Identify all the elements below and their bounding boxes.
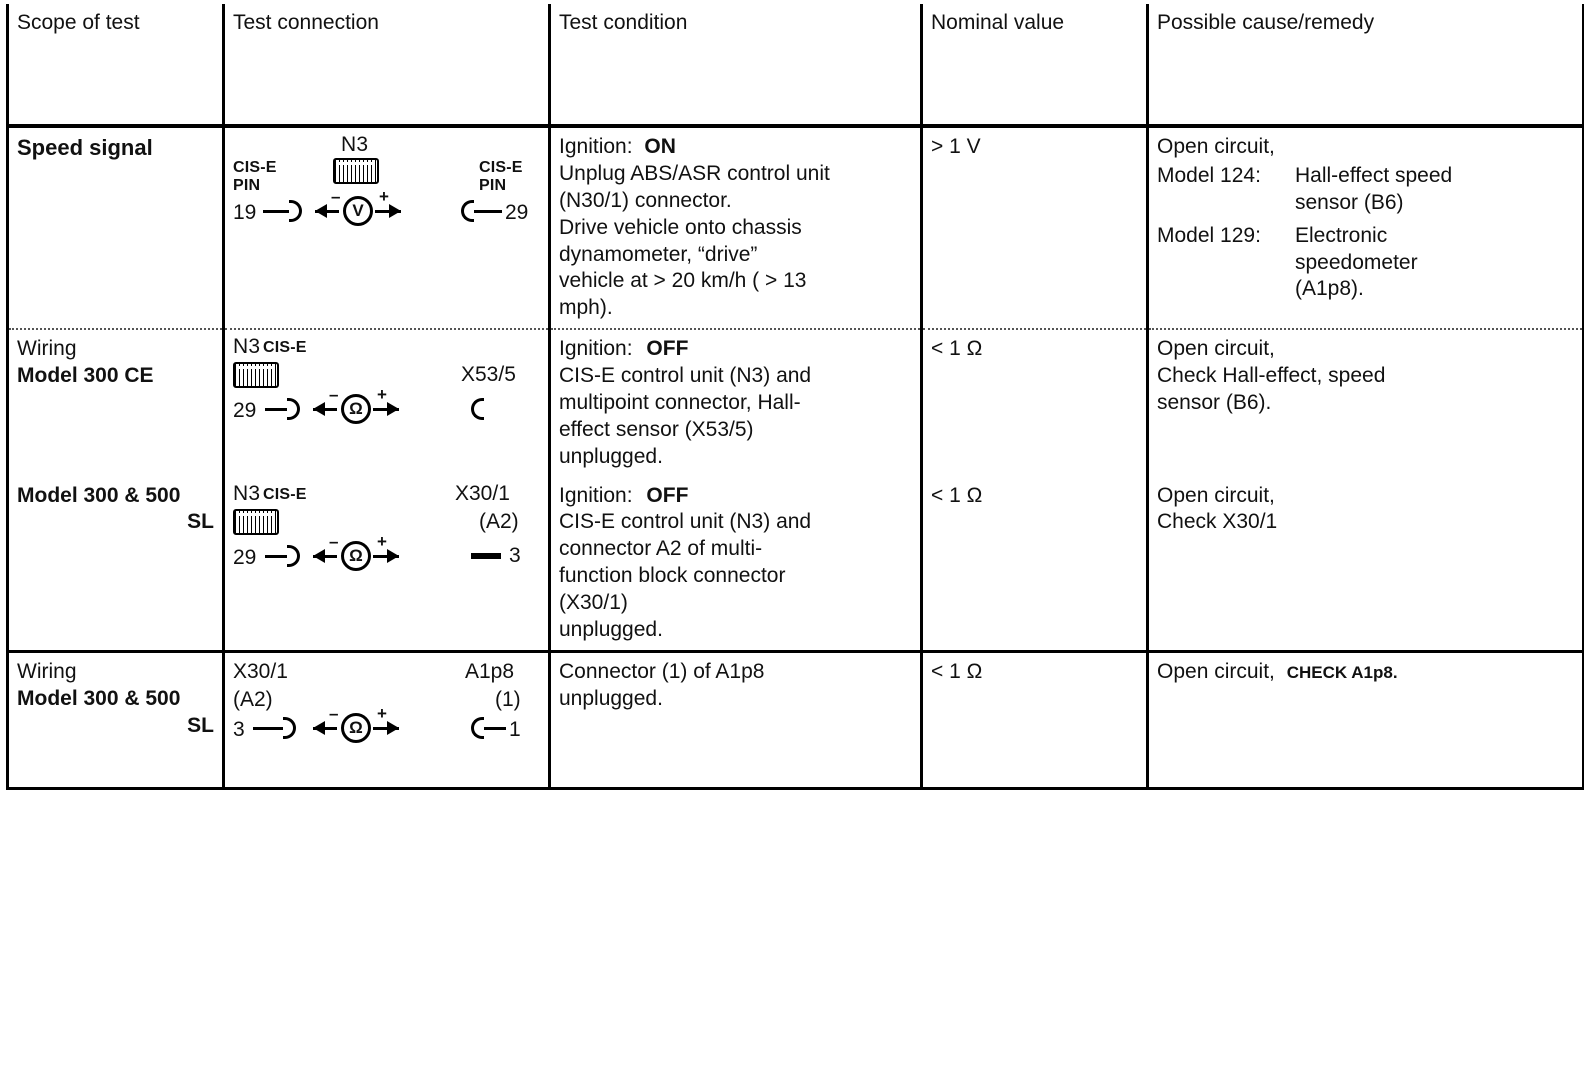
diagram-label-a1p8: A1p8	[465, 659, 515, 683]
sign-minus: –	[329, 531, 339, 551]
pin-number-left: 19	[233, 201, 257, 224]
diagram-label-right-pin: PIN	[479, 177, 507, 194]
diagram-label-x30-1: X30/1	[233, 659, 288, 683]
table-body	[8, 126, 1584, 788]
condition-value: OFF	[646, 337, 689, 361]
cell-possible-cause-remedy	[1148, 126, 1584, 329]
diagram-label-left-pin: PIN	[233, 177, 261, 194]
pin-number-left: 29	[233, 399, 257, 423]
wire-left	[265, 408, 287, 411]
table-header-row	[8, 4, 1584, 126]
column-header-scope-of-test: Scope of test	[8, 4, 224, 126]
condition-line: CIS-E control unit (N3) and	[559, 510, 812, 534]
condition-line: unplugged.	[559, 617, 663, 641]
probe-hook-right	[471, 717, 484, 739]
cell-nominal-value: > 1 V	[922, 126, 1148, 329]
scope-label: Wiring	[17, 337, 77, 361]
scope-label: Speed signal	[17, 135, 153, 160]
connector-icon	[233, 362, 279, 388]
probe-hook-left	[283, 717, 296, 739]
remedy-line: Open circuit,	[1157, 337, 1275, 361]
cell-test-connection	[224, 477, 550, 652]
remedy-line: Open circuit,	[1157, 483, 1275, 507]
remedy-model-label: Model 124:	[1157, 163, 1261, 187]
condition-line: mph).	[559, 296, 613, 320]
cell-possible-cause-remedy	[1148, 477, 1584, 652]
cell-test-condition	[550, 651, 922, 788]
condition-line: function block connector	[559, 564, 786, 588]
condition-line: connector A2 of multi-	[559, 537, 763, 561]
sign-plus: +	[377, 531, 387, 551]
probe-hook-left	[287, 545, 300, 567]
cell-nominal-value: < 1 Ω	[922, 477, 1148, 652]
diagram-label-n3: N3	[233, 481, 261, 505]
probe-hook-right	[471, 398, 484, 420]
condition-line: Unplug ABS/ASR control unit	[559, 161, 830, 185]
remedy-line: (A1p8).	[1295, 277, 1364, 301]
wire-left	[265, 555, 287, 558]
remedy-model-text: Electronic	[1295, 223, 1388, 247]
column-header-test-condition: Test condition	[550, 4, 922, 126]
probe-hook-right	[461, 200, 474, 222]
remedy-line: Open circuit,	[1157, 135, 1275, 158]
remedy-model-label: Model 129:	[1157, 223, 1261, 247]
probe-hook-left	[289, 200, 302, 222]
wire-left	[253, 727, 283, 730]
condition-line: (X30/1)	[559, 591, 628, 614]
condition-key: Ignition:	[559, 337, 633, 361]
remedy-line	[1157, 163, 1574, 190]
column-header-test-connection: Test connection	[224, 4, 550, 126]
remedy-line: Check X30/1	[1157, 510, 1278, 534]
remedy-text: Open circuit,	[1157, 659, 1275, 683]
ohmmeter-icon: Ω	[341, 713, 371, 743]
terminal-stub	[471, 553, 501, 559]
diagram-label-n3: N3	[341, 133, 369, 156]
diagram-label-a2: (A2)	[233, 687, 273, 711]
table-header	[8, 4, 1584, 126]
condition-line: Connector (1) of A1p8	[559, 659, 765, 683]
pin-number-right: 1	[509, 717, 521, 741]
remedy-model-text: Hall-effect speed	[1295, 163, 1453, 187]
pin-number-right: 3	[509, 543, 521, 567]
connector-icon	[233, 509, 279, 535]
arrow-left-icon	[315, 204, 327, 218]
cell-test-condition	[550, 126, 922, 329]
arrow-right-icon	[387, 549, 399, 563]
diagram-label-x30-1: X30/1	[455, 481, 510, 505]
diagram-label-connector-1: (1)	[495, 687, 521, 711]
scope-model-sub: SL	[187, 713, 214, 737]
probe-hook-left	[287, 398, 300, 420]
column-header-possible-cause-remedy: Possible cause/remedy	[1148, 4, 1584, 126]
remedy-line: Check Hall-effect, speed	[1157, 364, 1386, 387]
condition-line: vehicle at > 20 km/h ( > 13	[559, 269, 807, 293]
remedy-line: sensor (B6).	[1157, 390, 1272, 414]
condition-key: Ignition:	[559, 483, 633, 507]
cell-scope-of-test	[8, 329, 224, 476]
sign-minus: –	[329, 703, 339, 723]
scope-model: Model 300 & 500	[17, 483, 181, 507]
condition-line: (N30/1) connector.	[559, 188, 732, 212]
sign-plus: +	[377, 703, 387, 723]
condition-line	[559, 336, 912, 363]
circuit-diagram	[233, 335, 543, 430]
condition-line: CIS-E control unit (N3) and	[559, 364, 812, 387]
scope-label: Wiring	[17, 659, 77, 683]
scope-model-sub: SL	[187, 510, 214, 534]
connector-icon	[333, 158, 379, 184]
circuit-diagram	[233, 481, 543, 597]
cell-scope-of-test	[8, 651, 224, 788]
arrow-right-icon	[389, 204, 401, 218]
document-page	[0, 4, 1584, 1076]
table-row	[8, 477, 1584, 652]
remedy-line: speedometer	[1295, 250, 1418, 274]
remedy-line: sensor (B6)	[1295, 190, 1404, 214]
column-header-nominal-value: Nominal value	[922, 4, 1148, 126]
condition-value: OFF	[646, 483, 689, 507]
condition-line: dynamometer, “drive”	[559, 242, 758, 266]
wire-right	[484, 727, 506, 730]
remedy-check-note: CHECK A1p8.	[1286, 662, 1398, 682]
condition-line	[559, 134, 912, 161]
scope-model: Model 300 & 500	[17, 686, 181, 710]
diagram-label-x53-5: X53/5	[461, 363, 516, 387]
table-row	[8, 329, 1584, 476]
sign-plus: +	[379, 187, 389, 206]
diagram-label-right-cis-e: CIS-E	[479, 159, 523, 176]
cell-test-connection	[224, 651, 550, 788]
table-row	[8, 126, 1584, 329]
arrow-left-icon	[313, 549, 325, 563]
cell-test-connection	[224, 329, 550, 476]
wire-left	[263, 210, 289, 213]
cell-scope-of-test	[8, 477, 224, 652]
cell-nominal-value: < 1 Ω	[922, 329, 1148, 476]
remedy-line	[1157, 223, 1574, 250]
ohmmeter-icon: Ω	[341, 394, 371, 424]
table-row	[8, 651, 1584, 788]
circuit-diagram	[233, 133, 543, 236]
condition-line: unplugged.	[559, 444, 663, 468]
cell-nominal-value: < 1 Ω	[922, 651, 1148, 788]
condition-line: unplugged.	[559, 686, 663, 710]
arrow-left-icon	[313, 402, 325, 416]
cell-scope-of-test	[8, 126, 224, 329]
arrow-right-icon	[387, 402, 399, 416]
condition-line: Drive vehicle onto chassis	[559, 215, 802, 239]
scope-model: Model 300 CE	[17, 364, 154, 387]
circuit-diagram	[233, 661, 543, 781]
sign-plus: +	[377, 385, 387, 405]
pin-number-right: 29	[505, 201, 529, 224]
cell-test-condition	[550, 477, 922, 652]
condition-line	[559, 483, 912, 510]
diagram-label-a2: (A2)	[479, 509, 519, 533]
pin-number-left: 3	[233, 717, 245, 741]
diagram-label-cis-e: CIS-E	[263, 485, 307, 503]
voltmeter-icon: V	[343, 196, 373, 226]
cell-test-connection	[224, 126, 550, 329]
sign-minus: –	[329, 385, 339, 405]
diagram-label-cis-e: CIS-E	[263, 339, 307, 357]
sign-minus: –	[331, 187, 341, 206]
arrow-left-icon	[313, 721, 325, 735]
remedy-line	[1157, 659, 1574, 686]
condition-value: ON	[644, 135, 676, 158]
pin-number-left: 29	[233, 545, 257, 569]
condition-line: effect sensor (X53/5)	[559, 417, 754, 441]
diagram-label-left-cis-e: CIS-E	[233, 159, 277, 176]
test-specification-table	[6, 4, 1584, 790]
cell-possible-cause-remedy	[1148, 329, 1584, 476]
wire-right	[474, 210, 502, 213]
condition-key: Ignition:	[559, 135, 633, 158]
diagram-label-n3: N3	[233, 335, 261, 359]
cell-possible-cause-remedy	[1148, 651, 1584, 788]
cell-test-condition	[550, 329, 922, 476]
ohmmeter-icon: Ω	[341, 541, 371, 571]
condition-line: multipoint connector, Hall-	[559, 390, 801, 414]
arrow-right-icon	[387, 721, 399, 735]
